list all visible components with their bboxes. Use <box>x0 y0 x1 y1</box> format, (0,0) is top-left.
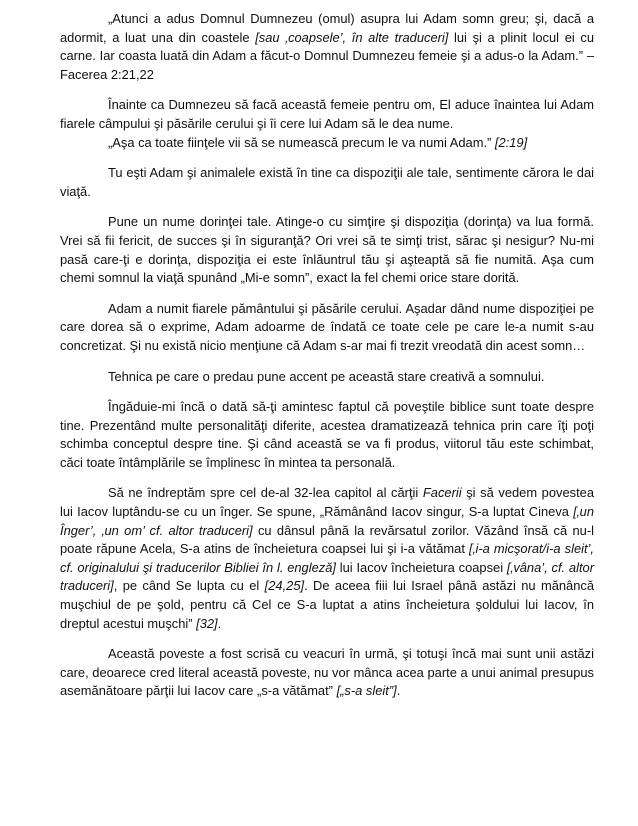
text-segment: „Aşa ca toate fiinţele vii să se numească precum le va numi Adam.” <box>108 134 495 150</box>
text-segment: Această poveste a fost scrisă cu veacuri în urmă, şi totuşi încă mai sunt unii astăzi care, deoarece cred literal această poveste, nu vor mânca acea parte a unui animal presupus asemănătoare părţii lui Iacov care „s-a vătămat” <box>60 646 594 699</box>
paragraph-naming-intro <box>60 96 594 133</box>
paragraph-genesis-quote <box>60 10 594 84</box>
italic-text-segment: [‚vâna’, cf. altor traduceri] <box>60 559 595 594</box>
paragraph-genesis-2-19 <box>60 134 594 153</box>
paragraph-technique <box>60 368 594 387</box>
text-segment: Pune un nume dorinţei tale. Atinge-o cu simţire şi dispoziţia (dorinţa) va lua formă. Vrei să fii fericit, de succes şi în siguranţă? Ori vrei să te simţi trist, sărac şi nesigur? Nu-mi pasă care-ţi e dorinţa, dispoziţia ei este înlăuntrul tău şi aşteaptă să fie numită. Aşa cum chemi somnul la viaţă spunând „Mi-e somn”, exact la fel chemi orice stare dorită. <box>60 214 594 286</box>
text-segment: lui şi a plinit locul ei cu carne. Iar coasta luată din Adam a făcut-o Domnul Dumnezeu femeie şi a adus-o la Adam.” – Facerea 2:21,22 <box>60 29 594 82</box>
italic-text-segment: [24,25] <box>264 578 305 594</box>
text-segment: . <box>396 683 401 699</box>
italic-text-segment: Facerii <box>422 485 462 501</box>
text-segment: . <box>217 615 222 631</box>
text-segment: cu dânsul până la revărsatul zorilor. Văzând însă că nu-l poate răpune Acela, S-a atins de încheietura coapsei lui şi i-a vătămat <box>60 522 594 557</box>
paragraph-adam-named <box>60 300 594 356</box>
italic-text-segment: [‚un Înger’, ‚un om’ cf. altor traduceri] <box>60 504 594 538</box>
text-segment: lui Iacov încheietura coapsei <box>335 559 507 575</box>
text-segment: Tehnica pe care o predau pune accent pe această stare creativă a somnului. <box>108 368 545 384</box>
text-segment: , pe când Se lupta cu el <box>113 578 265 594</box>
text-segment: Adam a numit fiarele pământului şi păsările cerului. Aşadar dând nume dispoziţiei pe care dorea să o exprime, Adam adoarme de îndată ce toate cele pe care le-a numit s-au concretizat. Şi nu există nicio menţiune că Adam s-ar mai fi trezit vreodată din acest somn… <box>60 300 594 353</box>
paragraph-jacob-angel <box>60 484 594 633</box>
text-segment: „Atunci a adus Domnul Dumnezeu (omul) asupra lui Adam somn greu; şi, dacă a adormit, a luat una din coastele <box>60 11 594 45</box>
paragraph-name-your-desire <box>60 213 594 287</box>
italic-text-segment: [‚i-a micşorat/i-a sleit’, cf. originalului şi traducerilor Bibliei în l. engleză] <box>60 541 594 575</box>
paragraph-story-written <box>60 645 594 701</box>
text-segment: Îngăduie-mi încă o dată să-ţi amintesc faptul că poveştile biblice sunt toate despre tine. Prezentând multe personalităţi diferite, acestea dramatizează tehnica prin care îţi poţi schimba conceptul despre tine. Şi când această se va fi produs, viitorul tău este schimbat, căci toate întâmplările se împlinesc în mintea ta personală. <box>60 399 594 470</box>
paragraph-stories-about-you <box>60 398 594 472</box>
text-segment: Să ne îndreptăm spre cel de-al 32-lea capitol al cărţii <box>108 485 423 501</box>
italic-text-segment: [„s-a sleit”] <box>336 683 397 699</box>
italic-text-segment: [sau ‚coapsele’, în alte traduceri] <box>255 29 449 45</box>
italic-text-segment: [2:19] <box>494 134 528 150</box>
paragraph-you-are-adam <box>60 164 594 201</box>
text-segment: şi să vedem povestea lui Iacov luptându-se cu un înger. Se spune, „Rămânând Iacov singur, S-a luptat Cineva <box>60 485 594 520</box>
text-segment: . De aceea fiii lui Israel până astăzi nu mănâncă muşchiul de pe şold, pentru că Cel ce S-a luptat a atins încheietura şoldului lui Iacov, în dreptul acestui muşchi” <box>60 578 595 631</box>
italic-text-segment: [32] <box>196 615 218 631</box>
text-segment: Tu eşti Adam şi animalele există în tine ca dispoziţii ale tale, sentimente cărora le dai viaţă. <box>60 165 594 199</box>
text-segment: Înainte ca Dumnezeu să facă această femeie pentru om, El aduce înaintea lui Adam fiarele câmpului şi păsările cerului şi îi cere lui Adam să le dea nume. <box>60 97 594 131</box>
